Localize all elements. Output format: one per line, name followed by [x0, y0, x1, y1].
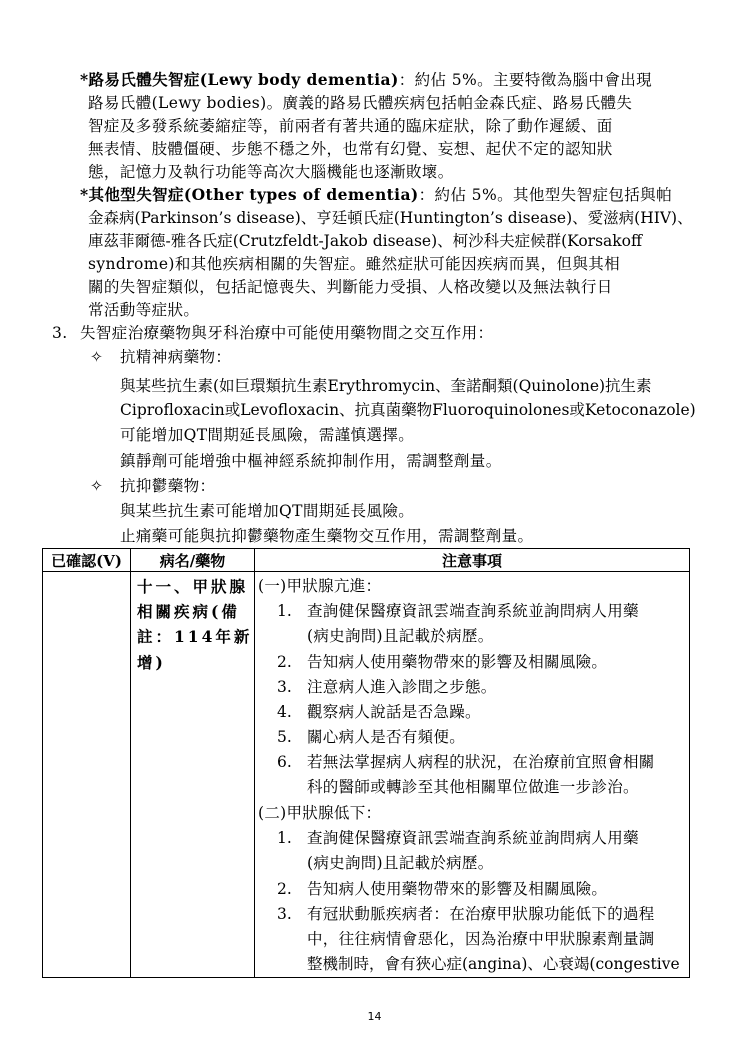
item-line: Ciprofloxacin或Levofloxacin、抗真菌藥物Fluoroquinolones或Ketoconazole) [120, 401, 696, 419]
list-item-line: 中，往往病情會惡化，因為治療中甲狀腺素劑量調 [307, 930, 655, 948]
item-label-antidepressant: 抗抑鬱藥物： [120, 477, 216, 495]
list-item-line: 關心病人是否有頻便。 [307, 728, 466, 746]
lewy-line: 無表情、肢體僵硬、步態不穩之外，也常有幻覺、妄想、起伏不定的認知狀 [88, 140, 613, 158]
list-item-number: 1. [277, 602, 292, 620]
item-line: 與某些抗生素可能增加QT間期延長風險。 [120, 502, 415, 520]
list-item-number: 4. [277, 703, 292, 721]
precautions-cell [255, 572, 690, 978]
list-item-line: 科的醫師或轉診至其他相關單位做進一步診治。 [307, 778, 639, 796]
list-item-line: 查詢健保醫療資訊雲端查詢系統並詢問病人用藥 [307, 829, 639, 847]
lewy-line: 態，記憶力及執行功能等高次大腦機能也逐漸敗壞。 [88, 163, 454, 181]
other-line: 常活動等症狀。 [88, 301, 200, 319]
list-item-number: 2. [277, 880, 292, 898]
lewy-line: 智症及多發系統萎縮症等，前兩者有著共通的臨床症狀，除了動作遲緩、面 [88, 117, 613, 135]
other-term: *其他型失智症(Other types of dementia) [80, 185, 419, 204]
group-title-hyperthyroidism: (一)甲狀腺亢進： [258, 577, 382, 595]
bullet-icon: ✧ [90, 348, 104, 366]
list-item-line: 查詢健保醫療資訊雲端查詢系統並詢問病人用藥 [307, 602, 639, 620]
other-paragraph-first-line [80, 184, 672, 207]
other-line: 關的失智症類似，包括記憶喪失、判斷能力受損、人格改變以及無法執行日 [88, 278, 613, 296]
item-label-antipsychotic: 抗精神病藥物： [120, 348, 232, 366]
list-item-line: 整機制時，會有狹心症(angina)、心衰竭(congestive [307, 955, 680, 973]
list-item-number: 5. [277, 728, 292, 746]
list-item-number: 3. [277, 905, 292, 923]
item-line: 可能增加QT間期延長風險，需謹慎選擇。 [120, 426, 415, 444]
item-line: 與某些抗生素(如巨環類抗生素Erythromycin、奎諾酮類(Quinolone)抗生素 [120, 377, 652, 395]
list-item-line: 有冠狀動脈疾病者：在治療甲狀腺功能低下的過程 [307, 905, 655, 923]
section-3-title: 失智症治療藥物與牙科治療中可能使用藥物間之交互作用： [80, 324, 494, 342]
list-item-line: (病史詢問)且記載於病歷。 [307, 854, 494, 872]
lewy-line-1: ：約佔 5%。主要特徵為腦中會出現 [398, 71, 653, 89]
header-disease-drug: 病名/藥物 [131, 549, 255, 572]
table-header-row [43, 549, 690, 572]
item-line: 鎮靜劑可能增強中樞神經系統抑制作用，需調整劑量。 [120, 452, 502, 470]
other-line: 庫茲菲爾德-雅各氏症(Crutzfeldt-Jakob disease)、柯沙科夫症候群(Korsakoff [88, 232, 643, 250]
section-3-number: 3. [52, 324, 68, 342]
other-line: 金森病(Parkinson’s disease)、亨廷頓氏症(Huntington’s disease)、愛滋病(HIV)、 [88, 209, 693, 227]
header-confirmed: 已確認(V) [43, 549, 131, 572]
page-number: 14 [367, 1010, 382, 1023]
list-item-line: 觀察病人說話是否急躁。 [307, 703, 481, 721]
other-line: syndrome)和其他疾病相關的失智症。雖然症狀可能因疾病而異，但與其相 [88, 255, 621, 273]
list-item-line: (病史詢問)且記載於病歷。 [307, 627, 494, 645]
group-title-hypothyroidism: (二)甲狀腺低下： [258, 804, 382, 822]
list-item-number: 6. [277, 753, 292, 771]
lewy-term: *路易氏體失智症(Lewy body dementia) [80, 70, 399, 89]
list-item-line: 告知病人使用藥物帶來的影響及相關風險。 [307, 880, 608, 898]
list-item-line: 注意病人進入診間之步態。 [307, 678, 497, 696]
item-line: 止痛藥可能與抗抑鬱藥物產生藥物交互作用，需調整劑量。 [120, 527, 534, 545]
lewy-line: 路易氏體(Lewy bodies)。廣義的路易氏體疾病包括帕金森氏症、路易氏體失 [88, 94, 633, 112]
list-item-line: 若無法掌握病人病程的狀況，在治療前宜照會相關 [307, 753, 655, 771]
list-item-number: 1. [277, 829, 292, 847]
confirm-cell[interactable] [43, 572, 131, 978]
lewy-paragraph-first-line [80, 69, 652, 92]
table-row [43, 572, 690, 978]
header-precautions: 注意事項 [255, 549, 690, 572]
other-line-1: ：約佔 5%。其他型失智症包括與帕 [418, 186, 672, 204]
bullet-icon: ✧ [90, 477, 104, 495]
list-item-number: 2. [277, 653, 292, 671]
disease-name-cell: 十一、甲狀腺相關疾病(備註：114年新增) [131, 572, 255, 978]
list-item-number: 3. [277, 678, 292, 696]
precautions-table [42, 548, 690, 978]
list-item-line: 告知病人使用藥物帶來的影響及相關風險。 [307, 653, 608, 671]
